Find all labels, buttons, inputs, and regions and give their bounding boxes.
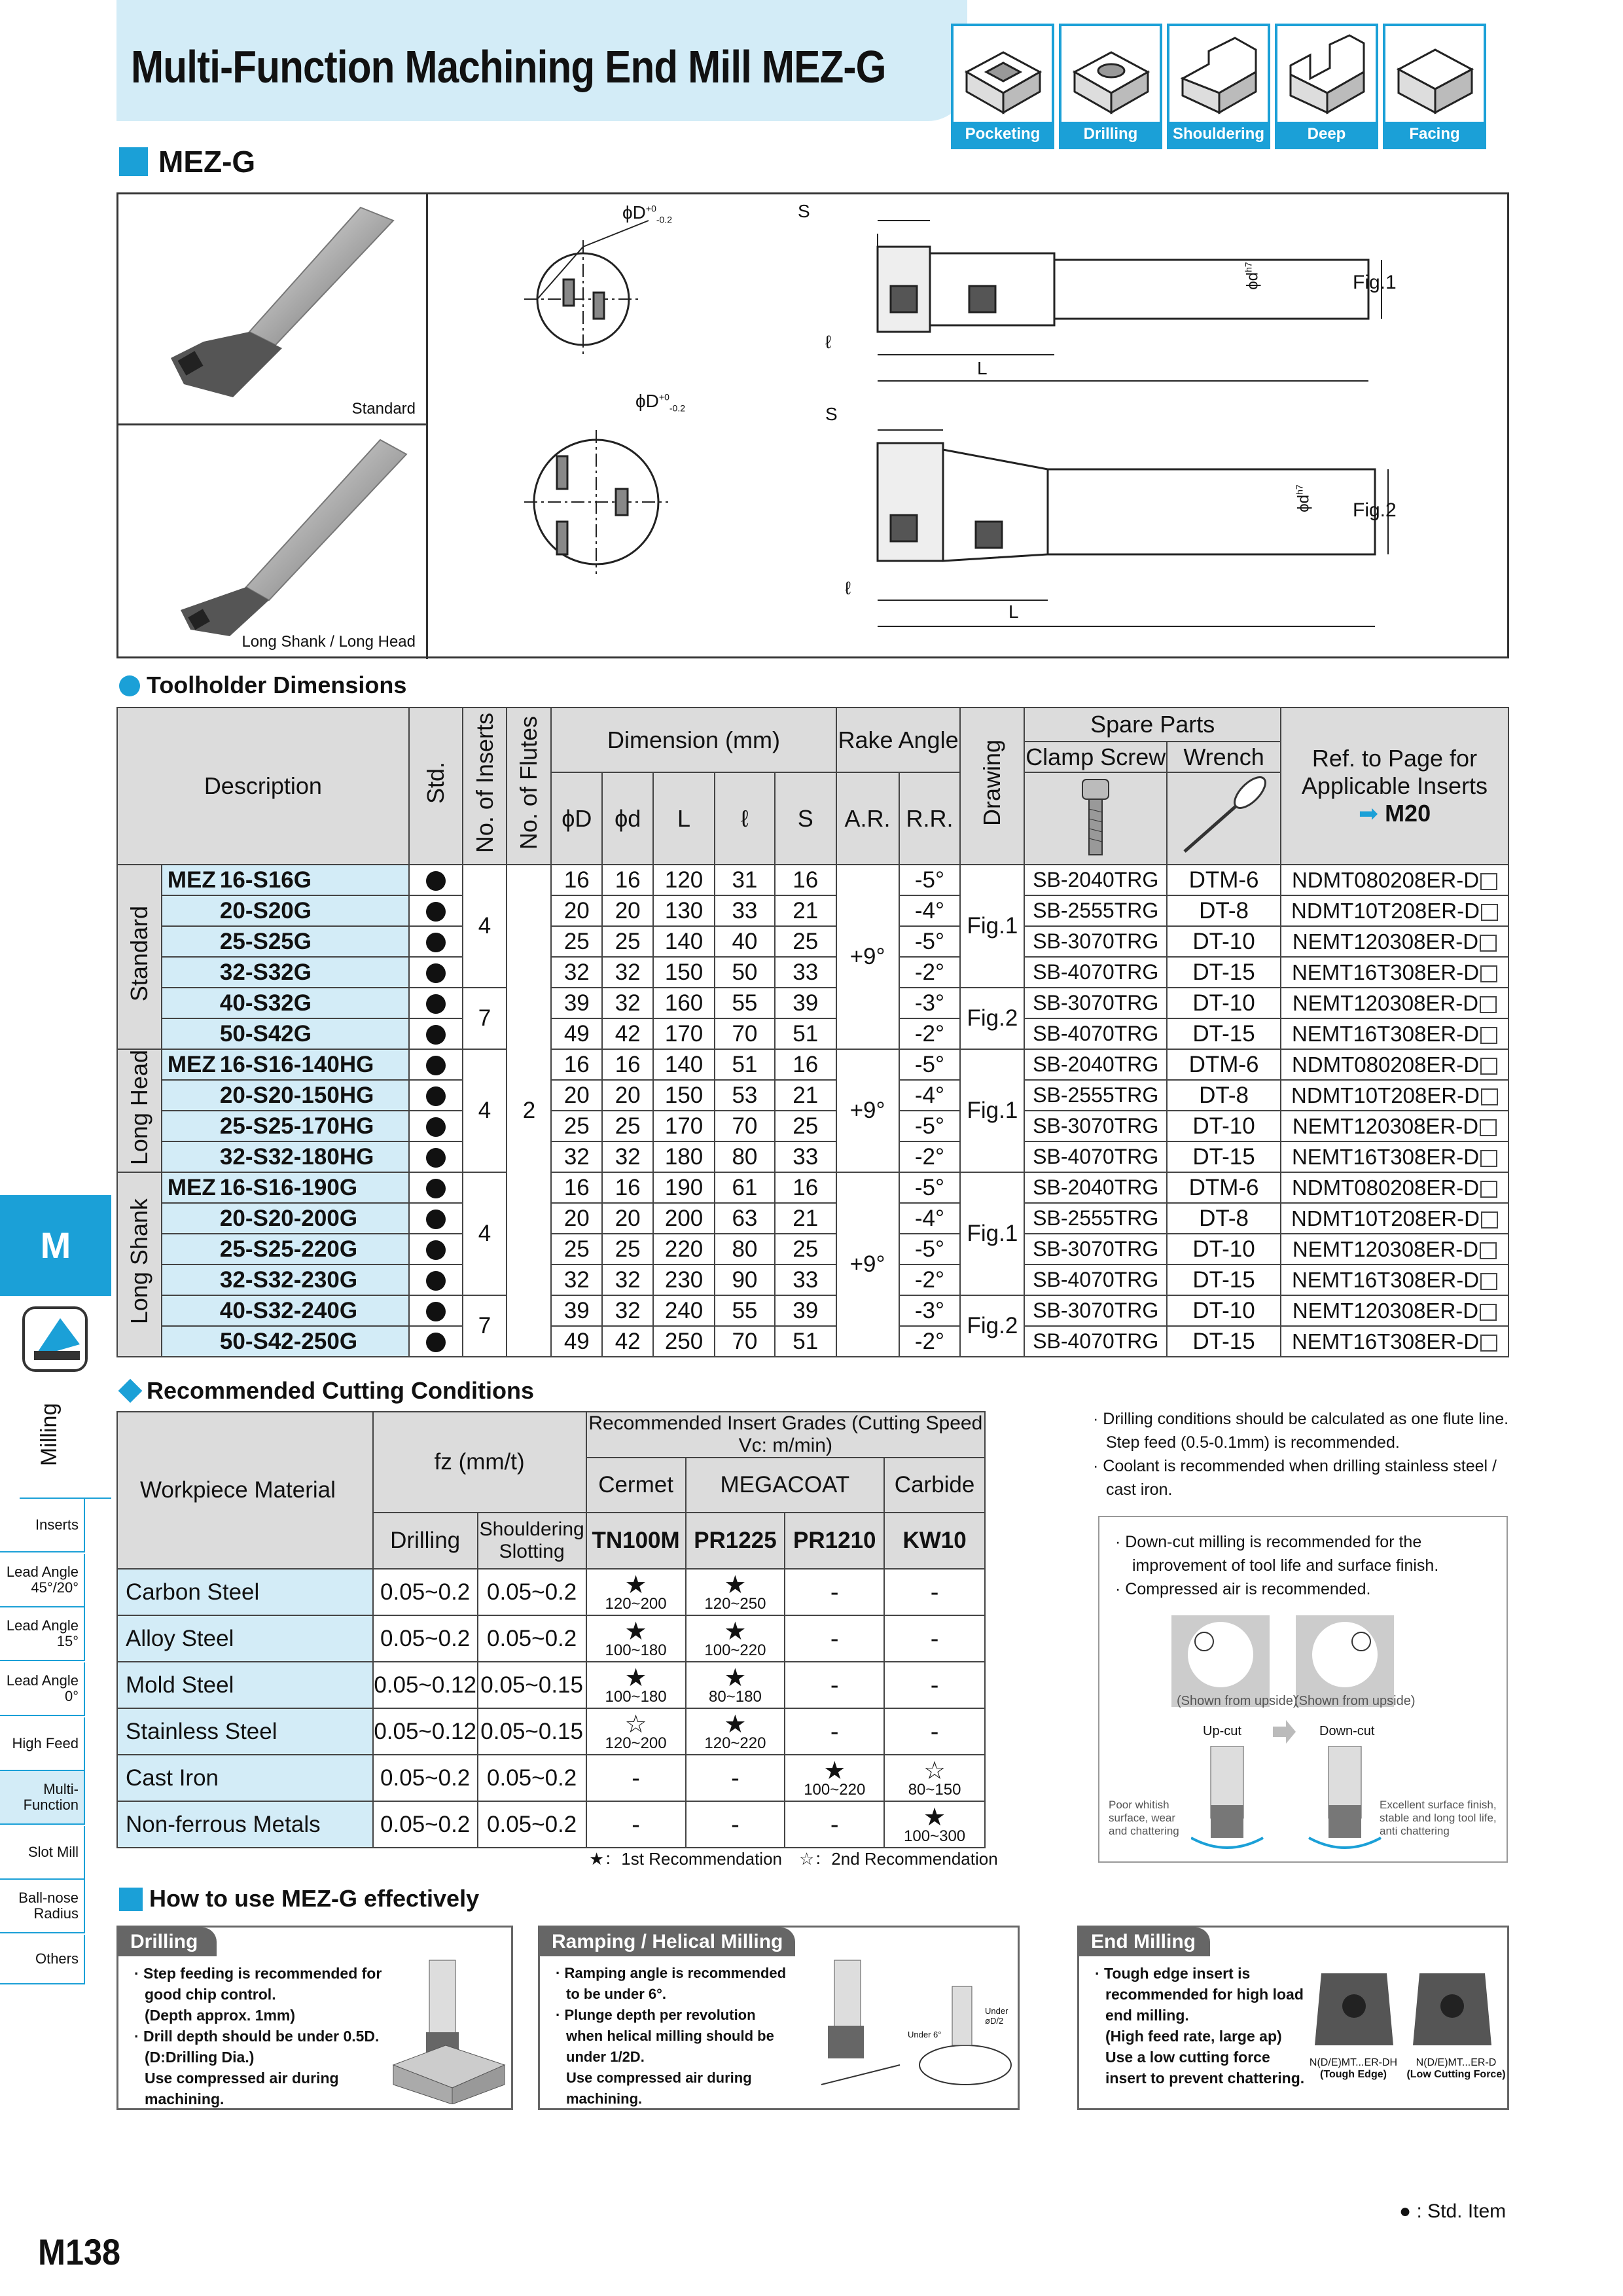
insert-checkbox: [1480, 1273, 1497, 1290]
downcut-box: · Down-cut milling is recommended for the improvement of tool life and surface finish. · Compressed air is recommended. (Shown from upside) (Shown from upside) Up-cut Down-cut Poor whitish surface, wear and chattering Excellent surface finish, stable and long tool life, anti chattering: [1098, 1516, 1508, 1863]
std-dot: [426, 1148, 446, 1168]
std-dot: [426, 1117, 446, 1137]
panel-end-milling: End Milling · Tough edge insert is recommended for high load end milling. (High feed rate, large ap) Use a low cutting force insert to prevent chattering. N(D/E)MT...ER-DH (Tough Edge) N(D/E)MT...ER-D (Low Cutting Force): [1077, 1926, 1509, 2110]
section-title: MEZ-G: [158, 145, 256, 179]
fig1-label: Fig.1: [1353, 272, 1397, 293]
th-drawing: Drawing: [978, 740, 1006, 827]
table-row: 40-S32G 7 39 32 160 55 39 -3° Fig.2 SB-3070TRG DT-10 NEMT120308ER-D: [117, 988, 1508, 1018]
insert-checkbox: [1480, 873, 1497, 890]
ramping-illustration: [815, 1954, 1018, 2104]
insert-checkbox: [1481, 1088, 1498, 1105]
dim-d-1: $\phi d^{h7}$: [1243, 262, 1262, 290]
section-marker: [119, 147, 148, 176]
howto-title: How to use MEZ-G effectively: [149, 1885, 480, 1912]
std-dot: [426, 1333, 446, 1352]
std-dot: [426, 1025, 446, 1045]
drilling-illustration: [387, 1954, 511, 2104]
app-pocketing: Pocketing: [951, 24, 1054, 149]
dim-D-1: $\phi D^{+0}_{-0.2}$: [622, 202, 672, 225]
side-nav-item[interactable]: Slot Mill: [0, 1826, 85, 1880]
th-grades: Recommended Insert Grades (Cutting Speed Vc: m/min): [586, 1412, 985, 1458]
insert-tough: N(D/E)MT...ER-DH (Tough Edge): [1309, 2057, 1398, 2080]
dim-S-2: S: [825, 404, 838, 424]
std-dot: [426, 902, 446, 922]
clamp-screw-image: [1024, 772, 1167, 865]
table-row: 32-S32-180HG 32 32 180 80 33 -2° SB-4070TRG DT-15 NEMT16T308ER-D: [117, 1141, 1508, 1172]
app-drilling: Drilling: [1059, 24, 1162, 149]
insert-checkbox: [1480, 1181, 1497, 1198]
cutting-row: Mold Steel 0.05~0.12 0.05~0.15 ★ 100~180 ★ 80~180 - -: [117, 1662, 985, 1708]
dim-D-2: $\phi D^{+0}_{-0.2}$: [635, 391, 685, 414]
insert-checkbox: [1481, 904, 1498, 921]
th-dimension: Dimension (mm): [551, 708, 836, 772]
dim-L-2: L: [1008, 601, 1019, 622]
table-row: Long Head MEZ 16-S16-140HG 4 16 16 140 51 16 +9° -5° Fig.1 SB-2040TRG DTM-6 NDMT080208ER-D: [117, 1049, 1508, 1080]
deep-slotting-icon: [1284, 33, 1370, 118]
std-dot: [426, 871, 446, 891]
th-inserts: No. of Inserts: [471, 713, 498, 853]
th-material: Workpiece Material: [117, 1412, 373, 1569]
th-std: Std.: [421, 762, 449, 804]
cutting-row: Stainless Steel 0.05~0.12 0.05~0.15 ☆ 120~200 ★ 120~220 - -: [117, 1708, 985, 1755]
side-tab-m[interactable]: M: [0, 1195, 111, 1296]
table-row: 20-S20-150HG 20 20 150 53 21 -4° SB-2555TRG DT-8 NDMT10T208ER-D: [117, 1080, 1508, 1111]
std-dot: [426, 1271, 446, 1291]
toolholder-table: Description Std. No. of Inserts No. of Flutes Dimension (mm) Rake Angle Drawing Spare Parts Ref. to Page for Applicable Inserts ➡ M20 Clamp Screw Wrench ϕD ϕd L ℓ S A.R. R.R. Standard MEZ 16-S16G 4 2 16 16 120 31 16 +9° -5° Fig.1 SB-2040TRG DTM-6 NDMT080208ER-D 20-S20G 20 20 130 33 21 -4° SB-2555TRG DT-8 NDMT10T208ER-D 25-S25G 25 25 140 40 25 -5° SB-3070TRG DT-10 NEMT120308ER-D 32-S32G 32 32 150 50 33 -2° SB-4070TRG DT-15 NEMT16T308ER-D 40-S32G 7 39 32 160 55 39 -3° Fig.2 SB-3070TRG DT-10 NEMT120308ER-D 50-S42G 49 42 170 70 51 -2° SB-4070TRG DT-15 NEMT16T308ER-D Long Head MEZ 16-S16-140HG 4 16 16 140 51 16 +9° -5° Fig.1 SB-2040TRG DTM-6 NDMT080208ER-D 20-S20-150HG 20 20 150 53 21 -4° SB-2555TRG DT-8 NDMT10T208ER-D 25-S25-170HG 25 25 170 70 25 -5° SB-3070TRG DT-10 NEMT120308ER-D 32-S32-180HG 32 32 180 80 33 -2° SB-4070TRG DT-15 NEMT16T308ER-D Long Shank MEZ 16-S16-190G 4 16 16 190 61 16 +9° -5° Fig.1 SB-2040TRG DTM-6 NDMT080208ER-D 20-S20-200G 20 20 200 63 21 -4° SB-2555TRG DT-8 NDMT10T208ER-D 25-S25-220G 25 25 220 80 25 -5° SB-3070TRG DT-10 NEMT120308ER-D 32-S32-230G 32 32 230 90 33 -2° SB-4070TRG DT-15 NEMT16T308ER-D 40-S32-240G 7 39 32 240 55 39 -3° Fig.2 SB-3070TRG DT-10 NEMT120308ER-D 50-S42-250G 49 42 250 70 51 -2° SB-4070TRG DT-15 NEMT16T308ER-D: [116, 707, 1509, 1357]
downcut-label: Down-cut: [1319, 1724, 1375, 1738]
table-row: Standard MEZ 16-S16G 4 2 16 16 120 31 16 +9° -5° Fig.1 SB-2040TRG DTM-6 NDMT080208ER-D: [117, 865, 1508, 895]
dim-l-1: ℓ: [825, 332, 832, 352]
cutting-legend: ★：1st Recommendation ☆：2nd Recommendation: [589, 1849, 998, 1869]
table-row: 50-S42G 49 42 170 70 51 -2° SB-4070TRG DT-15 NEMT16T308ER-D: [117, 1018, 1508, 1049]
milling-icon: [21, 1305, 89, 1373]
toolholder-marker: [119, 675, 140, 696]
wrench-image: [1167, 772, 1281, 865]
cutting-title: Recommended Cutting Conditions: [147, 1377, 534, 1404]
std-dot: [426, 933, 446, 952]
howto-marker: [119, 1888, 143, 1911]
table-row: 20-S20G 20 20 130 33 21 -4° SB-2555TRG DT-8 NDMT10T208ER-D: [117, 895, 1508, 926]
dim-L-1: L: [977, 358, 988, 378]
shouldering-icon: [1176, 33, 1262, 118]
cutting-row: Alloy Steel 0.05~0.2 0.05~0.2 ★ 100~180 ★ 100~220 - -: [117, 1615, 985, 1662]
page-number: M138: [38, 2231, 121, 2272]
insert-checkbox: [1480, 1335, 1497, 1352]
side-nav-item[interactable]: Lead Angle 45°/20°: [0, 1554, 85, 1607]
app-facing: Facing: [1383, 24, 1486, 149]
cutting-marker: [118, 1379, 143, 1403]
table-row: 25-S25G 25 25 140 40 25 -5° SB-3070TRG DT-10 NEMT120308ER-D: [117, 926, 1508, 957]
drilling-notes: · Drilling conditions should be calculated as one flute line. Step feed (0.5-0.1mm) is recommended. · Coolant is recommended when drilling stainless steel / cast iron.: [1093, 1410, 1509, 1499]
side-nav-item[interactable]: Lead Angle 15°: [0, 1607, 85, 1661]
drilling-icon: [1068, 33, 1154, 118]
panel-drilling: Drilling · Step feeding is recommended for good chip control. (Depth approx. 1mm) · Drill depth should be under 0.5D. (D:Drilling Dia.) Use compressed air during machining.: [116, 1926, 513, 2110]
fig2-label: Fig.2: [1353, 499, 1397, 521]
insert-checkbox: [1480, 1242, 1497, 1259]
dim-l-2: ℓ: [845, 578, 851, 598]
long-tool-photo: [118, 427, 426, 656]
side-milling: Milling: [37, 1403, 62, 1466]
label-standard: Standard: [351, 400, 416, 418]
side-nav-item[interactable]: Multi-Function: [0, 1771, 85, 1825]
std-dot: [426, 1210, 446, 1229]
table-row: 32-S32G 32 32 150 50 33 -2° SB-4070TRG DT-15 NEMT16T308ER-D: [117, 957, 1508, 988]
insert-checkbox: [1480, 935, 1497, 952]
dim-d-2: $\phi d^{h7}$: [1294, 484, 1313, 512]
insert-checkbox: [1480, 1150, 1497, 1167]
table-row: 25-S25-170HG 25 25 170 70 25 -5° SB-3070TRG DT-10 NEMT120308ER-D: [117, 1111, 1508, 1141]
side-nav-item[interactable]: High Feed: [0, 1717, 85, 1771]
insert-checkbox: [1480, 1027, 1497, 1044]
insert-checkbox: [1480, 1304, 1497, 1321]
insert-checkbox: [1481, 1211, 1498, 1229]
pocketing-icon: [960, 33, 1046, 118]
std-dot: [426, 963, 446, 983]
insert-images: [1308, 1967, 1498, 2058]
side-nav-item[interactable]: Lead Angle 0°: [0, 1662, 85, 1716]
th-ref: Ref. to Page for Applicable Inserts ➡ M20: [1281, 708, 1508, 865]
panel-ramping: Ramping / Helical Milling · Ramping angle is recommended to be under 6°. · Plunge depth per revolution when helical milling should be under 1/2D. Use compressed air during machining. Under 6° Under øD/2: [538, 1926, 1020, 2110]
std-legend: ● : Std. Item: [1399, 2200, 1507, 2222]
std-dot: [426, 1240, 446, 1260]
table-row: Long Shank MEZ 16-S16-190G 4 16 16 190 61 16 +9° -5° Fig.1 SB-2040TRG DTM-6 NDMT080208ER-D: [117, 1172, 1508, 1203]
upcut-label: Up-cut: [1203, 1724, 1241, 1738]
facing-icon: [1392, 33, 1478, 118]
std-dot: [426, 1302, 446, 1321]
table-row: 25-S25-220G 25 25 220 80 25 -5° SB-3070TRG DT-10 NEMT120308ER-D: [117, 1234, 1508, 1265]
table-row: 40-S32-240G 7 39 32 240 55 39 -3° Fig.2 SB-3070TRG DT-10 NEMT120308ER-D: [117, 1295, 1508, 1326]
insert-checkbox: [1480, 1119, 1497, 1136]
cutting-row: Carbon Steel 0.05~0.2 0.05~0.2 ★ 120~200 ★ 120~250 - -: [117, 1569, 985, 1615]
figure-box: [116, 192, 1509, 658]
th-fz: fz (mm/t): [373, 1412, 586, 1513]
page-title: Multi-Function Machining End Mill MEZ-G: [131, 41, 886, 92]
side-nav-item[interactable]: Others: [0, 1935, 85, 1984]
standard-tool-photo: [118, 194, 426, 423]
std-dot: [426, 1179, 446, 1198]
insert-low: N(D/E)MT...ER-D (Low Cutting Force): [1406, 2057, 1506, 2080]
th-clamp: Clamp Screw: [1024, 742, 1167, 772]
th-rake: Rake Angle: [836, 708, 961, 772]
th-spare: Spare Parts: [1024, 708, 1281, 742]
table-row: 32-S32-230G 32 32 230 90 33 -2° SB-4070TRG DT-15 NEMT16T308ER-D: [117, 1265, 1508, 1295]
table-row: 50-S42-250G 49 42 250 70 51 -2° SB-4070TRG DT-15 NEMT16T308ER-D: [117, 1326, 1508, 1357]
toolholder-title: Toolholder Dimensions: [147, 672, 407, 698]
insert-checkbox: [1480, 996, 1497, 1013]
std-dot: [426, 994, 446, 1014]
insert-checkbox: [1480, 965, 1497, 982]
label-long: Long Shank / Long Head: [241, 633, 416, 651]
std-dot: [426, 1056, 446, 1075]
app-deep-slotting: Deep Slotting: [1275, 24, 1378, 149]
side-nav-item[interactable]: Inserts: [0, 1499, 85, 1552]
technical-drawings: [498, 207, 1480, 639]
cutting-table: Workpiece Material fz (mm/t) Recommended Insert Grades (Cutting Speed Vc: m/min) Cermet MEGACOAT Carbide Drilling Shouldering Slotting TN100M PR1225 PR1210 KW10 Carbon Steel 0.05~0.2 0.05~0.2 ★ 120~200 ★ 120~250 - - Alloy Steel 0.05~0.2 0.05~0.2 ★ 100~180 ★ 100~220 - - Mold Steel 0.05~0.12 0.05~0.15 ★ 100~180 ★ 80~180 - - Stainless Steel 0.05~0.12 0.05~0.15 ☆ 120~200 ★ 120~220 - - Cast Iron 0.05~0.2 0.05~0.2 - - ★ 100~220 ☆ 80~150 Non-ferrous Metals 0.05~0.2 0.05~0.2 - - - ★ 100~300: [116, 1411, 986, 1848]
th-flutes: No. of Flutes: [515, 716, 543, 850]
std-dot: [426, 1086, 446, 1106]
side-nav-item[interactable]: Ball-nose Radius: [0, 1880, 85, 1933]
table-row: 20-S20-200G 20 20 200 63 21 -4° SB-2555TRG DT-8 NDMT10T208ER-D: [117, 1203, 1508, 1234]
th-description: Description: [117, 708, 409, 865]
dim-S-1: S: [798, 201, 810, 221]
cutting-row: Cast Iron 0.05~0.2 0.05~0.2 - - ★ 100~220 ☆ 80~150: [117, 1755, 985, 1801]
cutting-row: Non-ferrous Metals 0.05~0.2 0.05~0.2 - - - ★ 100~300: [117, 1801, 985, 1848]
insert-checkbox: [1480, 1058, 1497, 1075]
app-shouldering: Shouldering: [1167, 24, 1270, 149]
th-wrench: Wrench: [1167, 742, 1281, 772]
